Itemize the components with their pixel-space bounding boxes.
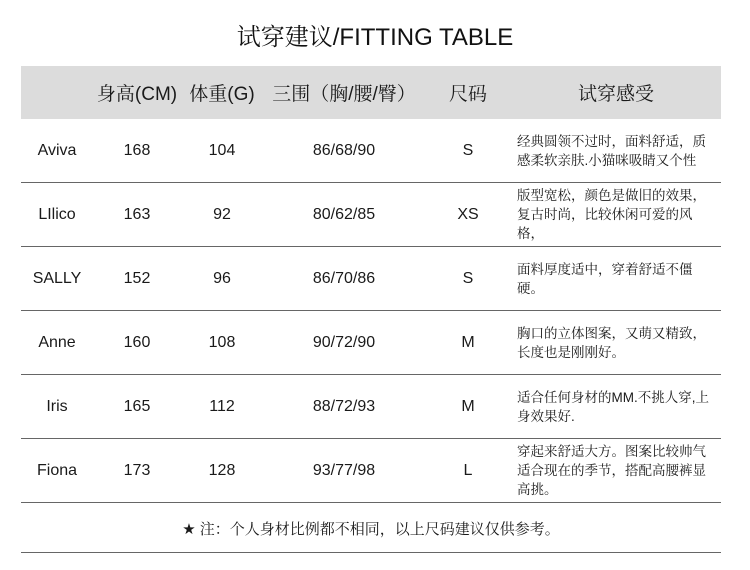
page-title: 试穿建议/FITTING TABLE — [236, 24, 514, 51]
cell-measurements: 86/68/90 — [312, 141, 376, 159]
cell-measurements: 88/72/93 — [312, 397, 376, 415]
table-row — [21, 375, 721, 439]
cell-feedback: 经典圆领不过时，面料舒适，质感柔软亲肤.小猫咪吸睛又个性 — [517, 133, 706, 168]
cell-measurements: 90/72/90 — [312, 333, 376, 351]
cell-feedback: 穿起来舒适大方。图案比较帅气适合现在的季节，搭配高腰裤显高挑。 — [517, 444, 706, 497]
cell-weight: 128 — [208, 461, 236, 479]
table-header — [21, 66, 721, 119]
header-feedback: 试穿感受 — [577, 84, 654, 105]
cell-height: 165 — [123, 397, 151, 415]
cell-feedback: 适合任何身材的MM.不挑人穿,上身效果好. — [517, 389, 709, 424]
cell-height: 168 — [123, 141, 151, 159]
cell-weight: 108 — [208, 333, 236, 351]
table-row — [21, 311, 721, 375]
table-row — [21, 183, 721, 247]
cell-feedback: 胸口的立体图案，又萌又精致，长度也是刚刚好。 — [517, 325, 706, 360]
cell-size: S — [462, 269, 474, 287]
cell-name: Fiona — [36, 461, 78, 479]
cell-name: LIlico — [38, 205, 76, 223]
cell-feedback: 面料厚度适中，穿着舒适不僵硬。 — [517, 261, 693, 296]
cell-name: Aviva — [37, 141, 77, 159]
cell-size: M — [461, 333, 475, 351]
cell-height: 152 — [123, 269, 151, 287]
cell-feedback: 版型宽松，颜色是做旧的效果，复古时尚，比较休闲可爱的风格， — [517, 188, 706, 241]
cell-weight: 104 — [208, 141, 236, 159]
cell-size: M — [461, 397, 475, 415]
cell-name: Iris — [46, 397, 68, 415]
cell-height: 163 — [123, 205, 151, 223]
cell-height: 173 — [123, 461, 151, 479]
cell-name: Anne — [38, 333, 76, 351]
footnote: ★ 注：个人身材比例都不相同，以上尺码建议仅供参考。 — [21, 508, 721, 553]
table-row — [21, 439, 721, 503]
table-row — [21, 119, 721, 183]
cell-height: 160 — [123, 333, 151, 351]
header-size: 尺码 — [448, 84, 487, 105]
cell-weight: 92 — [213, 205, 231, 223]
header-weight: 体重(G) — [189, 84, 255, 105]
cell-size: L — [463, 461, 473, 479]
cell-measurements: 93/77/98 — [312, 461, 376, 479]
fitting-table — [21, 66, 721, 503]
header-measurements: 三围（胸/腰/臀） — [272, 84, 416, 105]
cell-weight: 112 — [209, 397, 235, 415]
cell-weight: 96 — [213, 269, 231, 287]
cell-measurements: 86/70/86 — [312, 269, 376, 287]
table-row — [21, 247, 721, 311]
cell-name: SALLY — [32, 269, 82, 287]
header-height: 身高(CM) — [96, 84, 178, 105]
cell-measurements: 80/62/85 — [312, 205, 376, 223]
cell-size: S — [462, 141, 474, 159]
cell-size: XS — [457, 205, 479, 223]
